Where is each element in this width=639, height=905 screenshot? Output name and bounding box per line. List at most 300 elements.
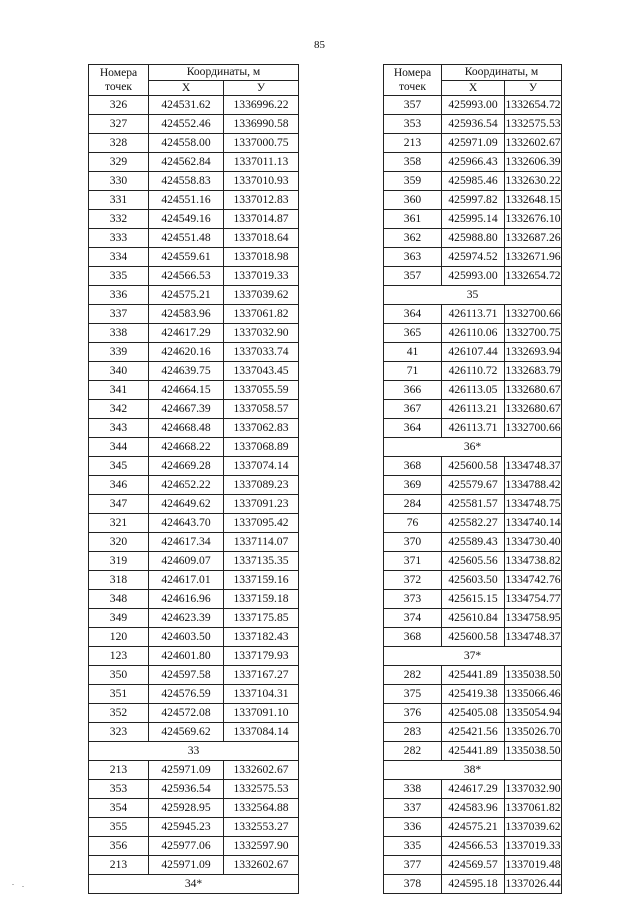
y-coordinate-cell: 1337018.64 [224,229,299,248]
table-row [89,799,299,818]
x-coordinate-cell: 426113.21 [442,400,505,419]
point-number-cell: 328 [89,134,149,153]
y-coordinate-cell: 1332630.22 [505,172,562,191]
point-number-cell: 213 [89,856,149,875]
x-coordinate-cell: 425988.80 [442,229,505,248]
point-number-cell: 352 [89,704,149,723]
y-column-header: У [505,80,562,96]
section-row [384,438,562,457]
table-row [89,248,299,267]
y-coordinate-cell: 1335026.70 [505,723,562,742]
y-coordinate-cell: 1337084.14 [224,723,299,742]
table-row [89,286,299,305]
table-row [89,552,299,571]
point-number-cell: 364 [384,419,442,438]
y-coordinate-cell: 1337061.82 [505,799,562,818]
x-coordinate-cell: 424668.22 [149,438,224,457]
table-row [384,628,562,647]
x-coordinate-cell: 424569.57 [442,856,505,875]
y-coordinate-cell: 1337032.90 [224,324,299,343]
y-coordinate-cell: 1332602.67 [224,856,299,875]
y-column-header: У [224,80,299,96]
x-coordinate-cell: 424583.96 [442,799,505,818]
table-row [384,780,562,799]
coordinates-header: Координаты, м [442,65,562,81]
section-row [384,286,562,305]
table-row [89,590,299,609]
y-coordinate-cell: 1337089.23 [224,476,299,495]
point-number-cell: 321 [89,514,149,533]
x-coordinate-cell: 424566.53 [442,837,505,856]
y-coordinate-cell: 1337026.44 [505,875,562,894]
table-row [384,704,562,723]
x-coordinate-cell: 424597.58 [149,666,224,685]
y-coordinate-cell: 1332553.27 [224,818,299,837]
table-row [89,400,299,419]
table-row [384,267,562,286]
y-coordinate-cell: 1332680.67 [505,381,562,400]
point-number-cell: 330 [89,172,149,191]
coordinates-table-left [88,64,299,894]
x-coordinate-cell: 425977.06 [149,837,224,856]
x-coordinate-cell: 425966.43 [442,153,505,172]
point-number-cell: 376 [384,704,442,723]
x-coordinate-cell: 425600.58 [442,457,505,476]
x-coordinate-cell: 424668.48 [149,419,224,438]
y-coordinate-cell: 1335054.94 [505,704,562,723]
y-coordinate-cell: 1337179.93 [224,647,299,666]
table-row [89,172,299,191]
x-coordinate-cell: 425993.00 [442,267,505,286]
table-row [89,457,299,476]
table-row [89,628,299,647]
y-coordinate-cell: 1332680.67 [505,400,562,419]
table-row [89,666,299,685]
x-coordinate-cell: 426110.06 [442,324,505,343]
x-coordinate-cell: 425993.00 [442,96,505,115]
point-number-cell: 71 [384,362,442,381]
table-row [384,723,562,742]
x-coordinate-cell: 424583.96 [149,305,224,324]
table-row [384,191,562,210]
x-coordinate-cell: 424566.53 [149,267,224,286]
point-number-cell: 318 [89,571,149,590]
y-coordinate-cell: 1337175.85 [224,609,299,628]
point-number-cell: 374 [384,609,442,628]
point-number-cell: 357 [384,267,442,286]
table-row [384,609,562,628]
point-number-cell: 361 [384,210,442,229]
x-coordinate-cell: 425971.09 [149,856,224,875]
x-coordinate-cell: 425579.67 [442,476,505,495]
x-coordinate-cell: 425615.15 [442,590,505,609]
x-coordinate-cell: 424551.48 [149,229,224,248]
x-coordinate-cell: 425936.54 [442,115,505,134]
point-number-cell: 348 [89,590,149,609]
table-row [384,134,562,153]
point-number-cell: 341 [89,381,149,400]
point-number-cell: 331 [89,191,149,210]
point-number-cell: 213 [384,134,442,153]
x-coordinate-cell: 424558.00 [149,134,224,153]
x-coordinate-cell: 424558.83 [149,172,224,191]
y-coordinate-cell: 1337061.82 [224,305,299,324]
point-number-cell: 373 [384,590,442,609]
x-coordinate-cell: 424639.75 [149,362,224,381]
table-row [89,115,299,134]
y-coordinate-cell: 1332671.96 [505,248,562,267]
section-label: 34* [89,875,299,894]
y-coordinate-cell: 1337014.87 [224,210,299,229]
table-row [384,799,562,818]
section-row [89,742,299,761]
y-coordinate-cell: 1337074.14 [224,457,299,476]
x-coordinate-cell: 424575.21 [442,818,505,837]
point-number-cell: 334 [89,248,149,267]
x-coordinate-cell: 425610.84 [442,609,505,628]
x-coordinate-cell: 424609.07 [149,552,224,571]
y-coordinate-cell: 1337019.33 [505,837,562,856]
table-row [89,96,299,115]
table-row [384,837,562,856]
x-coordinate-cell: 424601.80 [149,647,224,666]
y-coordinate-cell: 1337018.98 [224,248,299,267]
point-number-cell: 333 [89,229,149,248]
x-coordinate-cell: 424562.84 [149,153,224,172]
table-row [89,780,299,799]
y-coordinate-cell: 1332676.10 [505,210,562,229]
table-row [89,229,299,248]
x-coordinate-cell: 425441.89 [442,742,505,761]
table-row [384,571,562,590]
y-coordinate-cell: 1332648.15 [505,191,562,210]
point-number-header: Номера точек [384,65,442,96]
x-coordinate-cell: 424616.96 [149,590,224,609]
x-coordinate-cell: 425589.43 [442,533,505,552]
y-coordinate-cell: 1332575.53 [224,780,299,799]
point-number-cell: 340 [89,362,149,381]
y-coordinate-cell: 1337104.31 [224,685,299,704]
table-row [384,590,562,609]
x-coordinate-cell: 425936.54 [149,780,224,799]
table-row [384,514,562,533]
point-number-cell: 364 [384,305,442,324]
y-coordinate-cell: 1336996.22 [224,96,299,115]
y-coordinate-cell: 1332654.72 [505,96,562,115]
point-number-cell: 369 [384,476,442,495]
point-number-cell: 372 [384,571,442,590]
point-number-cell: 353 [384,115,442,134]
x-coordinate-cell: 425419.38 [442,685,505,704]
x-coordinate-cell: 424595.18 [442,875,505,894]
x-coordinate-cell: 424552.46 [149,115,224,134]
point-number-cell: 329 [89,153,149,172]
y-coordinate-cell: 1335066.46 [505,685,562,704]
x-coordinate-cell: 425971.09 [442,134,505,153]
x-coordinate-cell: 424617.29 [442,780,505,799]
y-coordinate-cell: 1337182.43 [224,628,299,647]
table-row [89,609,299,628]
table-row [384,476,562,495]
point-number-cell: 362 [384,229,442,248]
y-coordinate-cell: 1332602.67 [505,134,562,153]
point-number-cell: 338 [89,324,149,343]
y-coordinate-cell: 1337033.74 [224,343,299,362]
y-coordinate-cell: 1334742.76 [505,571,562,590]
x-coordinate-cell: 425997.82 [442,191,505,210]
table-row [384,210,562,229]
x-coordinate-cell: 425974.52 [442,248,505,267]
point-number-cell: 332 [89,210,149,229]
y-coordinate-cell: 1334748.37 [505,457,562,476]
x-coordinate-cell: 426107.44 [442,343,505,362]
y-coordinate-cell: 1334758.95 [505,609,562,628]
y-coordinate-cell: 1334730.40 [505,533,562,552]
y-coordinate-cell: 1332700.66 [505,419,562,438]
point-number-cell: 336 [89,286,149,305]
table-row [89,514,299,533]
x-coordinate-cell: 424569.62 [149,723,224,742]
table-row [89,647,299,666]
x-coordinate-cell: 425928.95 [149,799,224,818]
table-row [89,419,299,438]
point-number-cell: 368 [384,628,442,647]
x-coordinate-cell: 424649.62 [149,495,224,514]
y-coordinate-cell: 1337062.83 [224,419,299,438]
table-row [384,381,562,400]
y-coordinate-cell: 1337091.10 [224,704,299,723]
y-coordinate-cell: 1337000.75 [224,134,299,153]
table-row [384,533,562,552]
y-coordinate-cell: 1332575.53 [505,115,562,134]
y-coordinate-cell: 1332597.90 [224,837,299,856]
x-coordinate-cell: 424643.70 [149,514,224,533]
point-number-cell: 326 [89,96,149,115]
section-row [89,875,299,894]
x-column-header: X [149,80,224,96]
point-number-cell: 355 [89,818,149,837]
y-coordinate-cell: 1337114.07 [224,533,299,552]
y-coordinate-cell: 1332687.26 [505,229,562,248]
point-number-cell: 356 [89,837,149,856]
x-coordinate-cell: 424559.61 [149,248,224,267]
table-row [384,856,562,875]
y-coordinate-cell: 1332700.75 [505,324,562,343]
point-number-cell: 344 [89,438,149,457]
table-row [384,685,562,704]
section-row [384,647,562,666]
x-coordinate-cell: 424667.39 [149,400,224,419]
table-row [89,571,299,590]
x-coordinate-cell: 425985.46 [442,172,505,191]
x-coordinate-cell: 424617.34 [149,533,224,552]
point-number-cell: 365 [384,324,442,343]
table-row [89,704,299,723]
point-number-cell: 349 [89,609,149,628]
point-number-cell: 213 [89,761,149,780]
x-coordinate-cell: 424664.15 [149,381,224,400]
x-coordinate-cell: 425995.14 [442,210,505,229]
y-coordinate-cell: 1337043.45 [224,362,299,381]
table-row [384,818,562,837]
point-number-cell: 319 [89,552,149,571]
section-label: 33 [89,742,299,761]
x-coordinate-cell: 425605.56 [442,552,505,571]
x-coordinate-cell: 424551.16 [149,191,224,210]
point-number-cell: 347 [89,495,149,514]
table-row [89,343,299,362]
point-number-cell: 337 [89,305,149,324]
table-row [89,267,299,286]
x-coordinate-cell: 424531.62 [149,96,224,115]
y-coordinate-cell: 1332654.72 [505,267,562,286]
point-number-cell: 360 [384,191,442,210]
y-coordinate-cell: 1332606.39 [505,153,562,172]
point-number-cell: 353 [89,780,149,799]
table-row [89,761,299,780]
x-coordinate-cell: 424617.01 [149,571,224,590]
x-coordinate-cell: 425582.27 [442,514,505,533]
table-row [384,400,562,419]
point-number-cell: 358 [384,153,442,172]
x-coordinate-cell: 425971.09 [149,761,224,780]
point-number-cell: 282 [384,666,442,685]
point-number-cell: 378 [384,875,442,894]
table-row [89,210,299,229]
table-row [384,115,562,134]
table-row [89,324,299,343]
table-row [89,191,299,210]
x-coordinate-cell: 425600.58 [442,628,505,647]
table-row [89,856,299,875]
y-coordinate-cell: 1337167.27 [224,666,299,685]
table-row [89,134,299,153]
point-number-cell: 350 [89,666,149,685]
point-number-cell: 377 [384,856,442,875]
table-row [89,818,299,837]
y-coordinate-cell: 1337012.83 [224,191,299,210]
point-number-cell: 338 [384,780,442,799]
x-coordinate-cell: 424549.16 [149,210,224,229]
y-coordinate-cell: 1337068.89 [224,438,299,457]
section-row [384,761,562,780]
y-coordinate-cell: 1334738.82 [505,552,562,571]
x-coordinate-cell: 424620.16 [149,343,224,362]
table-row [89,837,299,856]
x-coordinate-cell: 424603.50 [149,628,224,647]
point-number-cell: 284 [384,495,442,514]
table-row [384,153,562,172]
point-number-cell: 370 [384,533,442,552]
y-coordinate-cell: 1335038.50 [505,742,562,761]
table-row [384,229,562,248]
x-coordinate-cell: 425421.56 [442,723,505,742]
x-coordinate-cell: 424617.29 [149,324,224,343]
x-column-header: X [442,80,505,96]
point-number-cell: 345 [89,457,149,476]
table-row [384,495,562,514]
point-number-cell: 354 [89,799,149,818]
y-coordinate-cell: 1332700.66 [505,305,562,324]
y-coordinate-cell: 1332564.88 [224,799,299,818]
x-coordinate-cell: 426113.71 [442,419,505,438]
x-coordinate-cell: 425405.08 [442,704,505,723]
y-coordinate-cell: 1332693.94 [505,343,562,362]
scan-speck [22,886,24,887]
y-coordinate-cell: 1337091.23 [224,495,299,514]
x-coordinate-cell: 426110.72 [442,362,505,381]
x-coordinate-cell: 424572.08 [149,704,224,723]
y-coordinate-cell: 1332683.79 [505,362,562,381]
x-coordinate-cell: 424623.39 [149,609,224,628]
point-number-cell: 123 [89,647,149,666]
table-row [89,495,299,514]
y-coordinate-cell: 1337010.93 [224,172,299,191]
point-number-cell: 367 [384,400,442,419]
x-coordinate-cell: 425441.89 [442,666,505,685]
x-coordinate-cell: 425581.57 [442,495,505,514]
y-coordinate-cell: 1337055.59 [224,381,299,400]
point-number-cell: 320 [89,533,149,552]
table-row [384,666,562,685]
y-coordinate-cell: 1337135.35 [224,552,299,571]
section-label: 36* [384,438,562,457]
y-coordinate-cell: 1337058.57 [224,400,299,419]
table-row [89,362,299,381]
point-number-cell: 120 [89,628,149,647]
y-coordinate-cell: 1337011.13 [224,153,299,172]
point-number-cell: 323 [89,723,149,742]
point-number-cell: 337 [384,799,442,818]
point-number-cell: 371 [384,552,442,571]
y-coordinate-cell: 1332602.67 [224,761,299,780]
point-number-cell: 343 [89,419,149,438]
table-row [384,362,562,381]
point-number-cell: 342 [89,400,149,419]
section-label: 35 [384,286,562,305]
section-label: 38* [384,761,562,780]
y-coordinate-cell: 1334748.75 [505,495,562,514]
point-number-cell: 339 [89,343,149,362]
section-label: 37* [384,647,562,666]
y-coordinate-cell: 1336990.58 [224,115,299,134]
table-row [89,723,299,742]
point-number-cell: 282 [384,742,442,761]
point-number-cell: 363 [384,248,442,267]
y-coordinate-cell: 1334748.37 [505,628,562,647]
y-coordinate-cell: 1337019.33 [224,267,299,286]
point-number-cell: 283 [384,723,442,742]
table-row [89,533,299,552]
x-coordinate-cell: 425603.50 [442,571,505,590]
y-coordinate-cell: 1337019.48 [505,856,562,875]
scan-speck [12,884,14,885]
table-row [89,438,299,457]
table-row [89,476,299,495]
x-coordinate-cell: 426113.71 [442,305,505,324]
y-coordinate-cell: 1337032.90 [505,780,562,799]
y-coordinate-cell: 1337159.16 [224,571,299,590]
table-row [89,685,299,704]
table-row [89,381,299,400]
x-coordinate-cell: 424575.21 [149,286,224,305]
table-row [384,343,562,362]
point-number-cell: 335 [384,837,442,856]
table-row [384,875,562,894]
point-number-cell: 336 [384,818,442,837]
table-row [89,153,299,172]
table-row [384,457,562,476]
